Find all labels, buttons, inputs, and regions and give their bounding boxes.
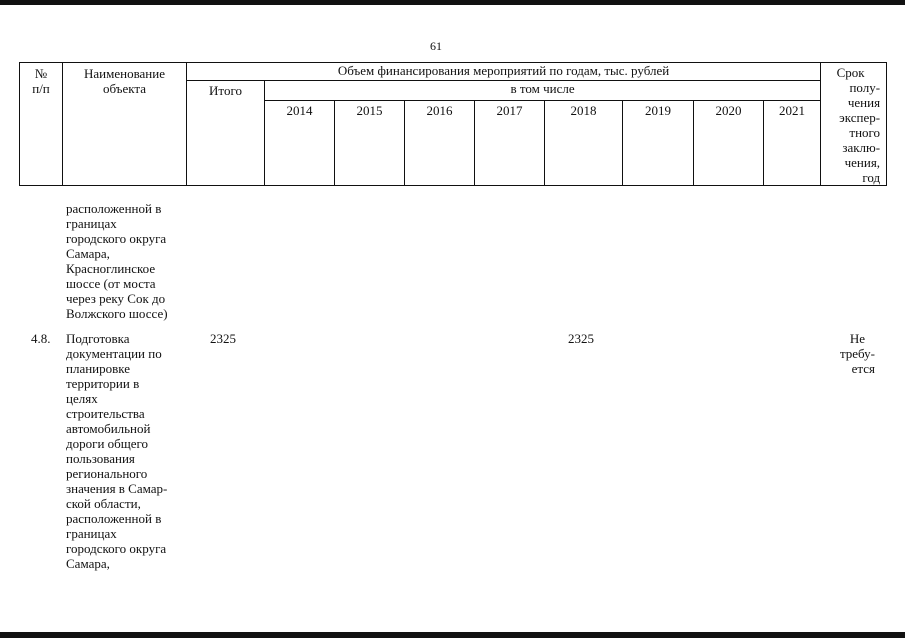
row-2018-value: 2325 bbox=[568, 331, 594, 346]
row-number: 4.8. bbox=[31, 331, 51, 346]
header-year: 2021 bbox=[764, 101, 821, 186]
top-border-bar bbox=[0, 0, 905, 5]
header-year: 2018 bbox=[545, 101, 623, 186]
header-year: 2017 bbox=[475, 101, 545, 186]
table-header bbox=[19, 62, 887, 186]
header-num: № п/п bbox=[20, 63, 63, 186]
header-year: 2020 bbox=[694, 101, 764, 186]
header-year: 2014 bbox=[265, 101, 335, 186]
header-financing: Объем финансирования мероприятий по годам, тыс. рублей bbox=[187, 63, 821, 81]
page-number: 61 bbox=[430, 39, 442, 53]
header-name: Наименование объекта bbox=[63, 63, 187, 186]
continued-object-name: расположенной в границах городского округа Самара, Красноглинское шоссе (от моста через реку Сок до Волжского шоссе) bbox=[66, 201, 168, 321]
header-total: Итого bbox=[187, 81, 265, 186]
header-term: Срок полу- чения экспер- тного заклю- чения, год bbox=[821, 63, 887, 186]
header-year: 2019 bbox=[623, 101, 694, 186]
row-term: Не требу- ется bbox=[839, 331, 875, 376]
header-year: 2015 bbox=[335, 101, 405, 186]
row-total-value: 2325 bbox=[210, 331, 236, 346]
header-including: в том числе bbox=[265, 81, 821, 101]
bottom-border-bar bbox=[0, 632, 905, 638]
row-object-name: Подготовка документации по планировке территории в целях строительства автомобильной дороги общего пользования регионального значения в Самар- ской области, расположенной в границах городского округа Самара, bbox=[66, 331, 168, 571]
header-year: 2016 bbox=[405, 101, 475, 186]
